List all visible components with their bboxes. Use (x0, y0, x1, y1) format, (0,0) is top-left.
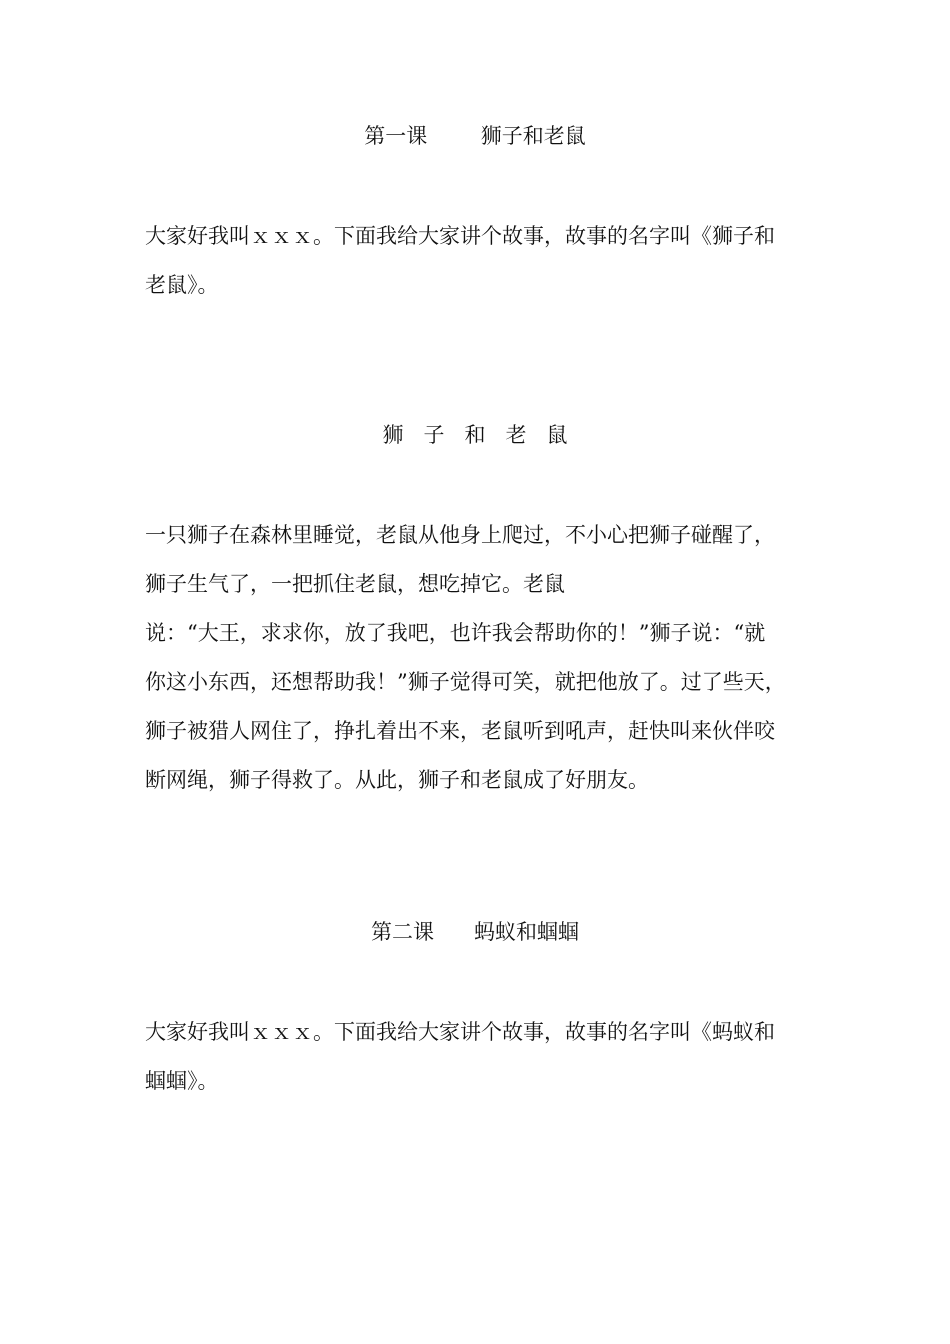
lesson2-intro (145, 1008, 810, 1106)
story1-body (145, 511, 810, 805)
lesson2-title: 第二课 蚂蚁和蝈蝈 (370, 920, 580, 944)
story-line: 一只狮子在森林里睡觉，老鼠从他身上爬过，不小心把狮子碰醒了， (145, 523, 775, 547)
story1-title: 狮 子 和 老 鼠 (382, 423, 568, 447)
story-line: 狮子生气了，一把抓住老鼠，想吃掉它。老鼠 (145, 572, 565, 596)
story-line: 狮子被猎人网住了，挣扎着出不来，老鼠听到吼声，赶快叫来伙伴咬 (145, 719, 775, 743)
lesson1-intro (145, 212, 810, 310)
story-line: 断网绳，狮子得救了。从此，狮子和老鼠成了好朋友。 (145, 768, 649, 792)
intro-line: 大家好我叫ｘｘｘ。下面我给大家讲个故事，故事的名字叫《蚂蚁和 (145, 1020, 775, 1044)
intro-line: 大家好我叫ｘｘｘ。下面我给大家讲个故事，故事的名字叫《狮子和 (145, 224, 775, 248)
lesson1-title: 第一课 狮子和老鼠 (364, 124, 586, 148)
intro-line: 蝈蝈》。 (145, 1069, 219, 1093)
intro-line: 老鼠》。 (145, 273, 219, 297)
story-line: 说：“大王，求求你，放了我吧，也许我会帮助你的！”狮子说：“就 (145, 621, 766, 645)
story-line: 你这小东西，还想帮助我！”狮子觉得可笑，就把他放了。过了些天， (145, 670, 786, 694)
